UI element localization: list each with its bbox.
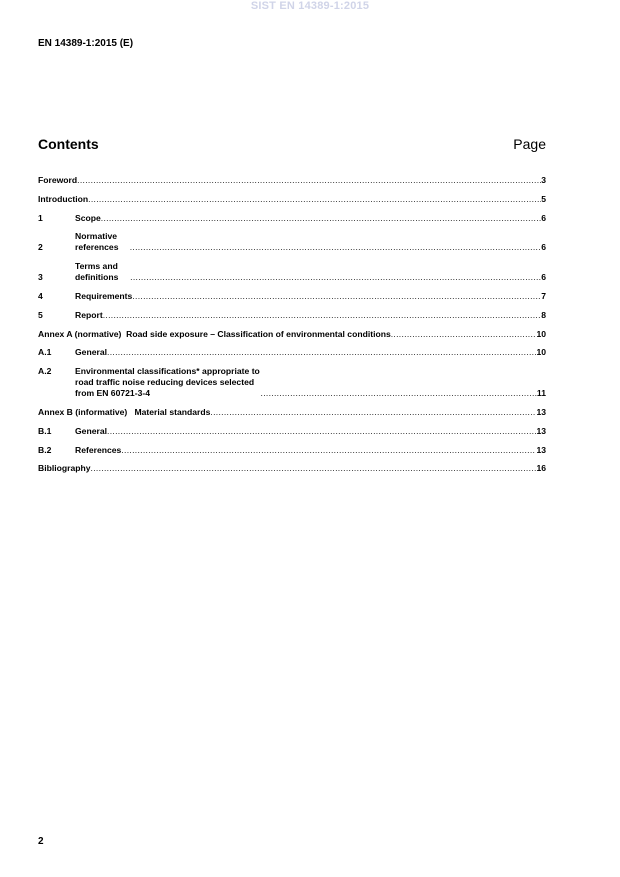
toc-entry-title: Requirements xyxy=(75,290,133,301)
toc-entry-page: 8 xyxy=(541,309,546,320)
toc-leader-dots xyxy=(77,175,541,186)
toc-entry-annex-b[interactable] xyxy=(38,407,546,418)
toc-entry-number: 2 xyxy=(38,242,43,253)
toc-entry-title: Annex A (normative) Road side exposure – Classification of environmental conditions xyxy=(38,328,391,339)
toc-leader-dots xyxy=(391,329,537,340)
toc-leader-dots xyxy=(91,463,537,474)
toc-entry-a2-environmental-classifications[interactable] xyxy=(38,366,546,399)
toc-entry-number: B.1 xyxy=(38,425,52,436)
toc-leader-dots xyxy=(107,426,536,437)
toc-entry-number: 4 xyxy=(38,290,43,301)
toc-leader-dots xyxy=(261,388,537,399)
toc-entry-number: 1 xyxy=(38,212,43,223)
toc-leader-dots xyxy=(130,242,542,253)
page-number: 2 xyxy=(38,836,44,847)
toc-entry-page: 10 xyxy=(536,328,546,339)
contents-title: Contents xyxy=(38,136,99,152)
toc-entry-page: 13 xyxy=(536,425,546,436)
toc-entry-title: Bibliography xyxy=(38,463,91,474)
toc-entry-title: Scope xyxy=(75,212,101,223)
table-of-contents xyxy=(38,175,546,482)
page-column-heading: Page xyxy=(513,136,546,152)
toc-entry-page: 7 xyxy=(541,290,546,301)
toc-entry-title: References xyxy=(75,444,122,455)
toc-entry-page: 6 xyxy=(541,212,546,223)
toc-entry-a1-general[interactable] xyxy=(38,347,546,358)
toc-leader-dots xyxy=(130,272,541,283)
toc-entry-bibliography[interactable] xyxy=(38,463,546,474)
toc-entry-page: 16 xyxy=(536,463,546,474)
watermark: SIST EN 14389-1:2015 xyxy=(250,0,370,12)
toc-entry-number: 5 xyxy=(38,309,43,320)
toc-entry-title: Annex B (informative) Material standards xyxy=(38,406,211,417)
toc-entry-requirements[interactable] xyxy=(38,291,546,302)
toc-entry-introduction[interactable] xyxy=(38,194,546,205)
toc-entry-title: Terms and definitions xyxy=(75,261,119,283)
toc-entry-number: A.2 xyxy=(38,366,52,377)
toc-entry-page: 6 xyxy=(541,272,546,283)
toc-entry-annex-a[interactable] xyxy=(38,329,546,340)
toc-entry-title: Normative references xyxy=(75,231,119,253)
toc-entry-page: 11 xyxy=(536,388,546,399)
toc-entry-title: Environmental classifications* appropriate to road traffic noise reducing devices selected from EN 60721-3-4 xyxy=(75,366,260,399)
toc-leader-dots xyxy=(121,445,536,456)
toc-entry-page: 3 xyxy=(541,175,546,185)
toc-entry-number: B.2 xyxy=(38,444,52,455)
toc-entry-page: 5 xyxy=(541,193,546,204)
toc-leader-dots xyxy=(103,310,542,321)
toc-entry-title: Introduction xyxy=(38,193,89,204)
document-id: EN 14389-1:2015 (E) xyxy=(38,38,134,49)
toc-entry-title: Report xyxy=(75,309,103,320)
toc-leader-dots xyxy=(132,291,541,302)
toc-leader-dots xyxy=(88,194,541,205)
toc-entry-page: 13 xyxy=(536,444,546,455)
toc-entry-page: 10 xyxy=(536,347,546,358)
toc-entry-terms-and-definitions[interactable] xyxy=(38,261,546,283)
toc-entry-normative-references[interactable] xyxy=(38,231,546,253)
toc-entry-report[interactable] xyxy=(38,310,546,321)
toc-entry-number: A.1 xyxy=(38,347,52,358)
toc-entry-b1-general[interactable] xyxy=(38,426,546,437)
toc-entry-number: 3 xyxy=(38,272,43,283)
toc-entry-title: General xyxy=(75,347,108,358)
toc-leader-dots xyxy=(101,213,541,224)
toc-entry-page: 13 xyxy=(536,406,546,417)
toc-entry-title: Foreword xyxy=(38,175,78,185)
toc-entry-title: General xyxy=(75,425,108,436)
toc-entry-foreword[interactable] xyxy=(38,175,546,186)
toc-leader-dots xyxy=(210,407,536,418)
toc-entry-b2-references[interactable] xyxy=(38,445,546,456)
toc-entry-scope[interactable] xyxy=(38,213,546,224)
toc-entry-page: 6 xyxy=(541,242,546,253)
toc-leader-dots xyxy=(107,347,536,358)
